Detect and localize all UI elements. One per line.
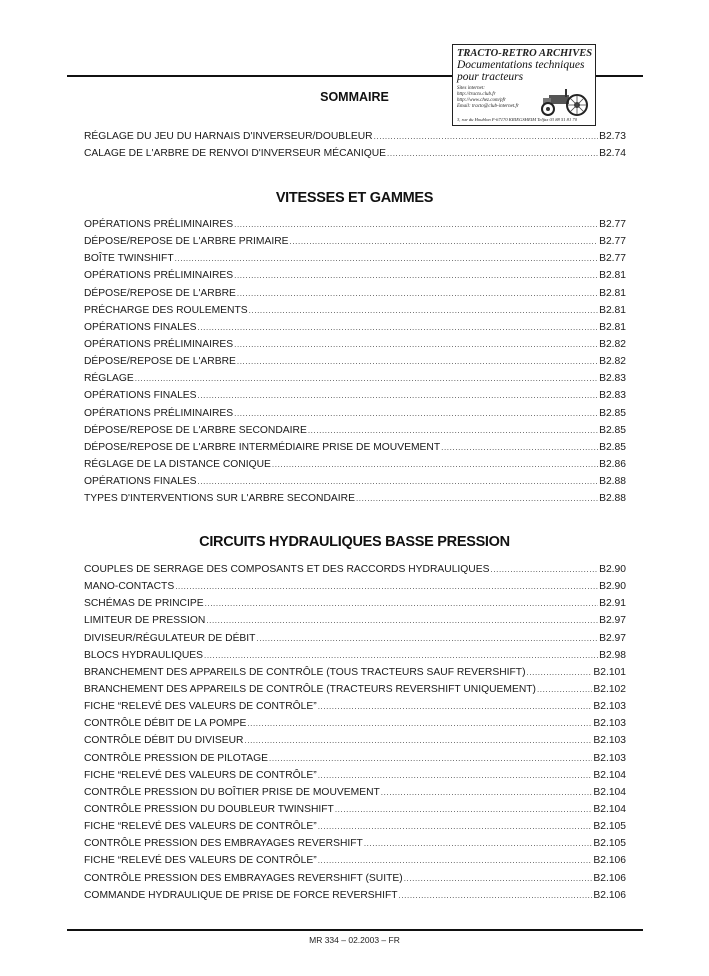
leader-dots (318, 822, 593, 831)
toc-entry-page: B2.91 (599, 598, 626, 610)
leader-dots (198, 477, 599, 486)
toc-entry-label: MANO-CONTACTS (84, 581, 175, 593)
toc-entry-label: LIMITEUR DE PRESSION (84, 615, 206, 627)
toc-entry-label: CONTRÔLE PRESSION DES EMBRAYAGES REVERSHIFT (84, 838, 363, 850)
toc-entry-page: B2.77 (599, 236, 626, 248)
toc-entry[interactable] (84, 493, 626, 510)
leader-dots (204, 651, 598, 660)
leader-dots (234, 340, 598, 349)
leader-dots (374, 132, 598, 141)
toc-entry-label: COMMANDE HYDRAULIQUE DE PRISE DE FORCE REVERSHIFT (84, 889, 398, 901)
toc-entry-label: RÉGLAGE DE LA DISTANCE CONIQUE (84, 458, 271, 470)
toc-entry-label: OPÉRATIONS FINALES (84, 476, 197, 488)
toc-entry-page: B2.105 (593, 838, 626, 850)
leader-dots (256, 634, 598, 643)
stamp-subtitle-2: pour tracteurs (457, 71, 524, 83)
toc-entry-page: B2.103 (593, 752, 626, 764)
toc-entry-label: SCHÉMAS DE PRINCIPE (84, 598, 204, 610)
toc-entry-page: B2.81 (599, 304, 626, 316)
footer-rule (67, 929, 643, 931)
toc-entry-page: B2.106 (593, 872, 626, 884)
toc-entry[interactable] (84, 718, 626, 735)
leader-dots (237, 357, 598, 366)
footer-doc-ref: MR 334 – 02.2003 – FR (309, 935, 400, 945)
leader-dots (318, 702, 593, 711)
toc-entry-label: BRANCHEMENT DES APPAREILS DE CONTRÔLE (TRACTEURS REVERSHIFT UNIQUEMENT) (84, 683, 536, 695)
leader-dots (198, 323, 599, 332)
toc-entry-label: DÉPOSE/REPOSE DE L'ARBRE INTERMÉDIAIRE PRISE DE MOUVEMENT (84, 441, 441, 453)
toc-entry[interactable] (84, 855, 626, 872)
toc-entry[interactable] (84, 442, 626, 459)
toc-entry-page: B2.102 (593, 683, 626, 695)
toc-entry-label: DÉPOSE/REPOSE DE L'ARBRE (84, 287, 236, 299)
toc-entry-page: B2.74 (599, 148, 626, 160)
leader-dots (234, 220, 598, 229)
toc-entry-label: BOÎTE TWINSHIFT (84, 253, 174, 265)
toc-entry[interactable] (84, 459, 626, 476)
toc-entry-label: OPÉRATIONS FINALES (84, 321, 197, 333)
leader-dots (335, 805, 593, 814)
toc-entry-page: B2.90 (599, 564, 626, 575)
leader-dots (290, 237, 599, 246)
archive-stamp (452, 44, 596, 126)
toc-entry[interactable] (84, 667, 626, 684)
toc-entry[interactable] (84, 684, 626, 701)
leader-dots (175, 254, 598, 263)
toc-entry-label: CONTRÔLE DÉBIT DE LA POMPE (84, 718, 247, 730)
toc-entry[interactable] (84, 131, 626, 148)
leader-dots (537, 685, 592, 694)
toc-entry-page: B2.103 (593, 735, 626, 747)
toc-entry-page: B2.73 (599, 131, 626, 142)
toc-entry-page: B2.77 (599, 219, 626, 230)
toc-entry-label: CONTRÔLE PRESSION DE PILOTAGE (84, 752, 269, 764)
toc-entry-page: B2.98 (599, 649, 626, 661)
leader-dots (269, 754, 592, 763)
toc-entry-page: B2.97 (599, 615, 626, 627)
toc-entry-label: BLOCS HYDRAULIQUES (84, 649, 204, 661)
toc-entry-label: OPÉRATIONS PRÉLIMINAIRES (84, 219, 234, 230)
toc-entry[interactable] (84, 701, 626, 718)
leader-dots (356, 494, 598, 503)
toc-entry[interactable] (84, 787, 626, 804)
toc-entry-label: OPÉRATIONS PRÉLIMINAIRES (84, 270, 234, 282)
leader-dots (387, 149, 598, 158)
section-heading: VITESSES ET GAMMES (275, 190, 434, 206)
toc-entry-page: B2.83 (599, 373, 626, 385)
leader-dots (399, 891, 593, 900)
toc-entry[interactable] (84, 390, 626, 407)
toc-entry[interactable] (84, 753, 626, 770)
toc-entry[interactable] (84, 339, 626, 356)
toc-entry[interactable] (84, 425, 626, 442)
section-toc (84, 219, 626, 510)
toc-entry-page: B2.104 (593, 786, 626, 798)
leader-dots (135, 374, 598, 383)
toc-entry-label: DÉPOSE/REPOSE DE L'ARBRE PRIMAIRE (84, 236, 289, 248)
stamp-subtitle-1: Documentations techniques (457, 59, 585, 71)
toc-entry-page: B2.88 (599, 476, 626, 488)
toc-entry[interactable] (84, 770, 626, 787)
toc-entry-label: PRÉCHARGE DES ROULEMENTS (84, 304, 248, 316)
leader-dots (247, 719, 592, 728)
page-title: SOMMAIRE (320, 90, 389, 104)
stamp-site-1: http://tracto.club.fr (457, 92, 496, 97)
stamp-email: Email: tracto@club-internet.fr (457, 104, 519, 109)
toc-entry[interactable] (84, 804, 626, 821)
toc-entry-label: OPÉRATIONS PRÉLIMINAIRES (84, 338, 234, 350)
leader-dots (364, 839, 593, 848)
toc-entry[interactable] (84, 373, 626, 390)
toc-entry-label: BRANCHEMENT DES APPAREILS DE CONTRÔLE (TOUS TRACTEURS SAUF REVERSHIFT) (84, 666, 526, 678)
leader-dots (381, 788, 593, 797)
section-toc (84, 564, 626, 907)
toc-entry-label: DIVISEUR/RÉGULATEUR DE DÉBIT (84, 632, 256, 644)
toc-entry-label: FICHE “RELEVÉ DES VALEURS DE CONTRÔLE” (84, 769, 317, 781)
leader-dots (318, 771, 593, 780)
stamp-title: TRACTO-RETRO ARCHIVES (457, 48, 593, 59)
toc-entry[interactable] (84, 253, 626, 270)
stamp-site-2: http://www.chez.com/pfr (457, 98, 506, 103)
toc-entry-page: B2.77 (599, 253, 626, 265)
toc-entry-label: DÉPOSE/REPOSE DE L'ARBRE (84, 356, 236, 368)
toc-entry-label: RÉGLAGE (84, 373, 134, 385)
toc-entry[interactable] (84, 270, 626, 287)
leader-dots (308, 426, 598, 435)
leader-dots (234, 271, 598, 280)
toc-entry-label: CONTRÔLE PRESSION DES EMBRAYAGES REVERSHIFT (SUITE) (84, 872, 403, 884)
toc-entry[interactable] (84, 476, 626, 493)
toc-entry[interactable] (84, 598, 626, 615)
toc-entry[interactable] (84, 873, 626, 890)
toc-entry-page: B2.86 (599, 458, 626, 470)
toc-entry-label: FICHE “RELEVÉ DES VALEURS DE CONTRÔLE” (84, 821, 317, 833)
toc-entry-label: OPÉRATIONS FINALES (84, 390, 197, 402)
toc-entry-page: B2.104 (593, 803, 626, 815)
toc-entry[interactable] (84, 650, 626, 667)
toc-entry-page: B2.82 (599, 338, 626, 350)
toc-entry-label: RÉGLAGE DU JEU DU HARNAIS D'INVERSEUR/DOUBLEUR (84, 131, 373, 142)
leader-dots (441, 443, 598, 452)
toc-entry-page: B2.106 (593, 855, 626, 867)
toc-entry[interactable] (84, 821, 626, 838)
leader-dots (249, 306, 598, 315)
leader-dots (198, 391, 599, 400)
toc-entry-page: B2.103 (593, 701, 626, 713)
leader-dots (244, 736, 592, 745)
stamp-address: 3, rue du Houblon F-67170 KRIEGSHEIM Telfax 03 88 51 81 70 (457, 117, 578, 122)
toc-entry[interactable] (84, 581, 626, 598)
toc-entry-page: B2.85 (599, 407, 626, 419)
toc-entry[interactable] (84, 356, 626, 373)
toc-entry[interactable] (84, 890, 626, 907)
toc-entry[interactable] (84, 408, 626, 425)
toc-entry[interactable] (84, 633, 626, 650)
toc-entry-label: FICHE “RELEVÉ DES VALEURS DE CONTRÔLE” (84, 855, 317, 867)
leader-dots (205, 599, 598, 608)
toc-entry[interactable] (84, 838, 626, 855)
toc-entry-page: B2.81 (599, 287, 626, 299)
leader-dots (318, 856, 593, 865)
toc-entry[interactable] (84, 236, 626, 253)
toc-entry-page: B2.85 (599, 441, 626, 453)
toc-entry[interactable] (84, 322, 626, 339)
toc-entry-page: B2.90 (599, 581, 626, 593)
toc-entry[interactable] (84, 288, 626, 305)
toc-entry-page: B2.83 (599, 390, 626, 402)
toc-entry-label: CONTRÔLE DÉBIT DU DIVISEUR (84, 735, 244, 747)
leader-dots (272, 460, 598, 469)
leader-dots (404, 874, 593, 883)
toc-entry-page: B2.85 (599, 424, 626, 436)
leader-dots (234, 409, 598, 418)
toc-entry-page: B2.105 (593, 821, 626, 833)
intro-toc (84, 131, 626, 165)
toc-entry[interactable] (84, 219, 626, 236)
leader-dots (237, 289, 598, 298)
toc-entry-page: B2.101 (593, 666, 626, 678)
toc-entry[interactable] (84, 615, 626, 632)
toc-entry-label: COUPLES DE SERRAGE DES COMPOSANTS ET DES RACCORDS HYDRAULIQUES (84, 564, 490, 575)
toc-entry[interactable] (84, 305, 626, 322)
toc-entry-label: CALAGE DE L'ARBRE DE RENVOI D'INVERSEUR MÉCANIQUE (84, 148, 387, 160)
toc-entry-label: DÉPOSE/REPOSE DE L'ARBRE SECONDAIRE (84, 424, 307, 436)
toc-entry[interactable] (84, 564, 626, 581)
toc-entry-page: B2.81 (599, 321, 626, 333)
leader-dots (206, 616, 598, 625)
toc-entry-label: FICHE “RELEVÉ DES VALEURS DE CONTRÔLE” (84, 701, 317, 713)
toc-entry-label: CONTRÔLE PRESSION DU BOÎTIER PRISE DE MOUVEMENT (84, 786, 380, 798)
section-heading: CIRCUITS HYDRAULIQUES BASSE PRESSION (199, 534, 510, 550)
toc-entry-page: B2.103 (593, 718, 626, 730)
toc-entry-page: B2.104 (593, 769, 626, 781)
toc-entry[interactable] (84, 735, 626, 752)
leader-dots (175, 582, 598, 591)
toc-entry-page: B2.106 (593, 889, 626, 901)
leader-dots (527, 668, 593, 677)
toc-entry-label: OPÉRATIONS PRÉLIMINAIRES (84, 407, 234, 419)
toc-entry-page: B2.82 (599, 356, 626, 368)
toc-entry[interactable] (84, 148, 626, 165)
stamp-sites-label: Sites internet: (457, 86, 485, 91)
toc-entry-page: B2.81 (599, 270, 626, 282)
toc-entry-page: B2.88 (599, 493, 626, 505)
toc-entry-label: TYPES D'INTERVENTIONS SUR L'ARBRE SECONDAIRE (84, 493, 355, 505)
toc-entry-page: B2.97 (599, 632, 626, 644)
leader-dots (490, 565, 598, 574)
toc-entry-label: CONTRÔLE PRESSION DU DOUBLEUR TWINSHIFT (84, 803, 334, 815)
